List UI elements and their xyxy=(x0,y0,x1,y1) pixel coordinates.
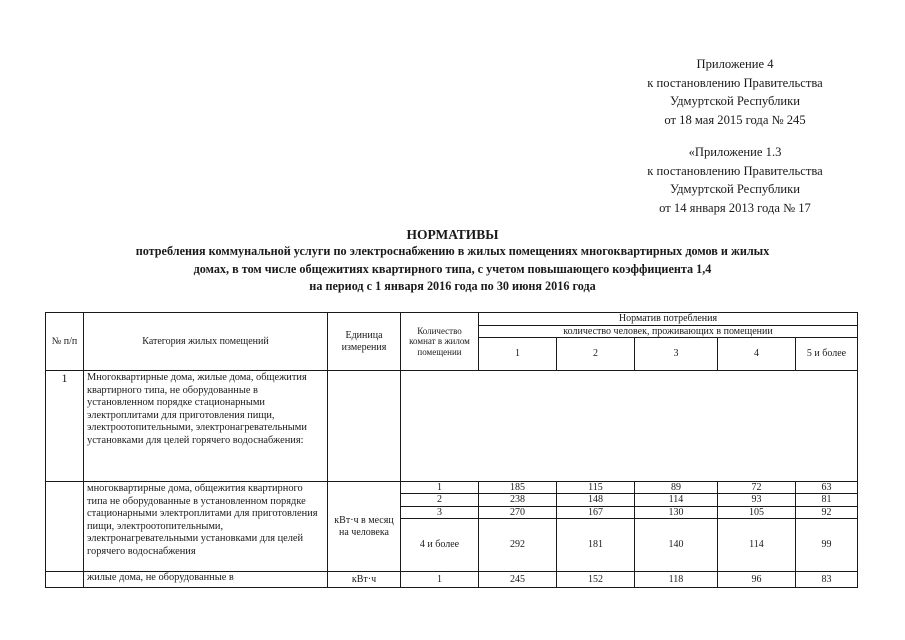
value-cell: 185 xyxy=(479,482,557,494)
appendix-date: от 14 января 2013 года № 17 xyxy=(659,200,811,215)
appendix-date: от 18 мая 2015 года № 245 xyxy=(664,112,806,127)
value-cell: 181 xyxy=(557,519,635,572)
table-row xyxy=(46,371,858,482)
value-cell: 96 xyxy=(718,572,796,588)
header-norm: Норматив потребления xyxy=(479,313,858,326)
empty-cell xyxy=(401,371,858,482)
appendix-region: Удмуртской Республики xyxy=(669,182,801,196)
value-cell: 83 xyxy=(796,572,858,588)
value-cell: 167 xyxy=(557,507,635,519)
appendix-ref: к постановлению Правительства xyxy=(647,75,823,90)
value-cell: 152 xyxy=(557,572,635,588)
title-line-1: потребления коммунальной услуги по электроснабжению в жилых помещениях многоквартирных домов и жилых xyxy=(135,244,770,258)
rooms-cell: 1 xyxy=(401,572,479,588)
value-cell: 81 xyxy=(796,494,858,507)
header-people-4: 4 xyxy=(718,338,796,371)
value-cell: 148 xyxy=(557,494,635,507)
value-cell: 292 xyxy=(479,519,557,572)
document-title xyxy=(0,226,905,296)
value-cell: 118 xyxy=(635,572,718,588)
value-cell: 72 xyxy=(718,482,796,494)
empty-cell xyxy=(328,371,401,482)
subsection-text: жилые дома, не оборудованные в xyxy=(87,572,234,583)
empty-cell xyxy=(46,572,84,588)
appendix-region: Удмуртской Республики xyxy=(669,94,801,108)
rooms-cell: 1 xyxy=(401,482,479,494)
value-cell: 89 xyxy=(635,482,718,494)
header-people-1: 1 xyxy=(479,338,557,371)
table-row xyxy=(46,482,858,494)
header-unit: Единица измерения xyxy=(328,313,401,371)
header-people: количество человек, проживающих в помещении xyxy=(479,325,858,338)
value-cell: 99 xyxy=(796,519,858,572)
value-cell: 130 xyxy=(635,507,718,519)
title-line-3: на период с 1 января 2016 года по 30 июня 2016 года xyxy=(309,279,596,293)
value-cell: 140 xyxy=(635,519,718,572)
rooms-cell: 4 и более xyxy=(401,519,479,572)
section-description: Многоквартирные дома, жилые дома, общежития квартирного типа, не оборудованные в установленном порядке стационарными электроплитами для приготовления пищи, электроотопительными, электронагревательными установками для целей горячего водоснабжения: xyxy=(84,371,328,482)
value-cell: 245 xyxy=(479,572,557,588)
rooms-cell: 3 xyxy=(401,507,479,519)
value-cell: 93 xyxy=(718,494,796,507)
empty-cell xyxy=(46,482,84,572)
subsection-description: многоквартирные дома, общежития квартирного типа не оборудованные в установленном порядке стационарными электроплитами для приготовления пищи, электроотопительными, электронагревательными установками для целей горячего водоснабжения xyxy=(84,482,328,572)
unit-cell: кВт·ч xyxy=(328,572,401,588)
table-row xyxy=(46,572,858,588)
appendix-current xyxy=(600,55,870,129)
subsection-description xyxy=(84,572,328,588)
header-people-2: 2 xyxy=(557,338,635,371)
value-cell: 63 xyxy=(796,482,858,494)
appendix-ref: к постановлению Правительства xyxy=(647,163,823,178)
header-category: Категория жилых помещений xyxy=(84,313,328,371)
rooms-cell: 2 xyxy=(401,494,479,507)
appendix-prior xyxy=(600,143,870,217)
title-main: НОРМАТИВЫ xyxy=(406,227,499,242)
header-num: № п/п xyxy=(46,313,84,371)
header-people-5: 5 и более xyxy=(796,338,858,371)
section-number: 1 xyxy=(46,371,84,482)
title-line-2: домах, в том числе общежитиях квартирного типа, с учетом повышающего коэффициента 1,4 xyxy=(193,261,712,276)
unit-cell: кВт·ч в месяц на человека xyxy=(328,482,401,572)
value-cell: 105 xyxy=(718,507,796,519)
value-cell: 114 xyxy=(635,494,718,507)
header-people-3: 3 xyxy=(635,338,718,371)
value-cell: 270 xyxy=(479,507,557,519)
appendix-number: «Приложение 1.3 xyxy=(688,145,782,159)
value-cell: 115 xyxy=(557,482,635,494)
appendix-number: Приложение 4 xyxy=(696,57,774,71)
value-cell: 238 xyxy=(479,494,557,507)
norms-table xyxy=(45,312,858,588)
value-cell: 114 xyxy=(718,519,796,572)
value-cell: 92 xyxy=(796,507,858,519)
header-rooms: Количество комнат в жилом помещении xyxy=(401,313,479,371)
